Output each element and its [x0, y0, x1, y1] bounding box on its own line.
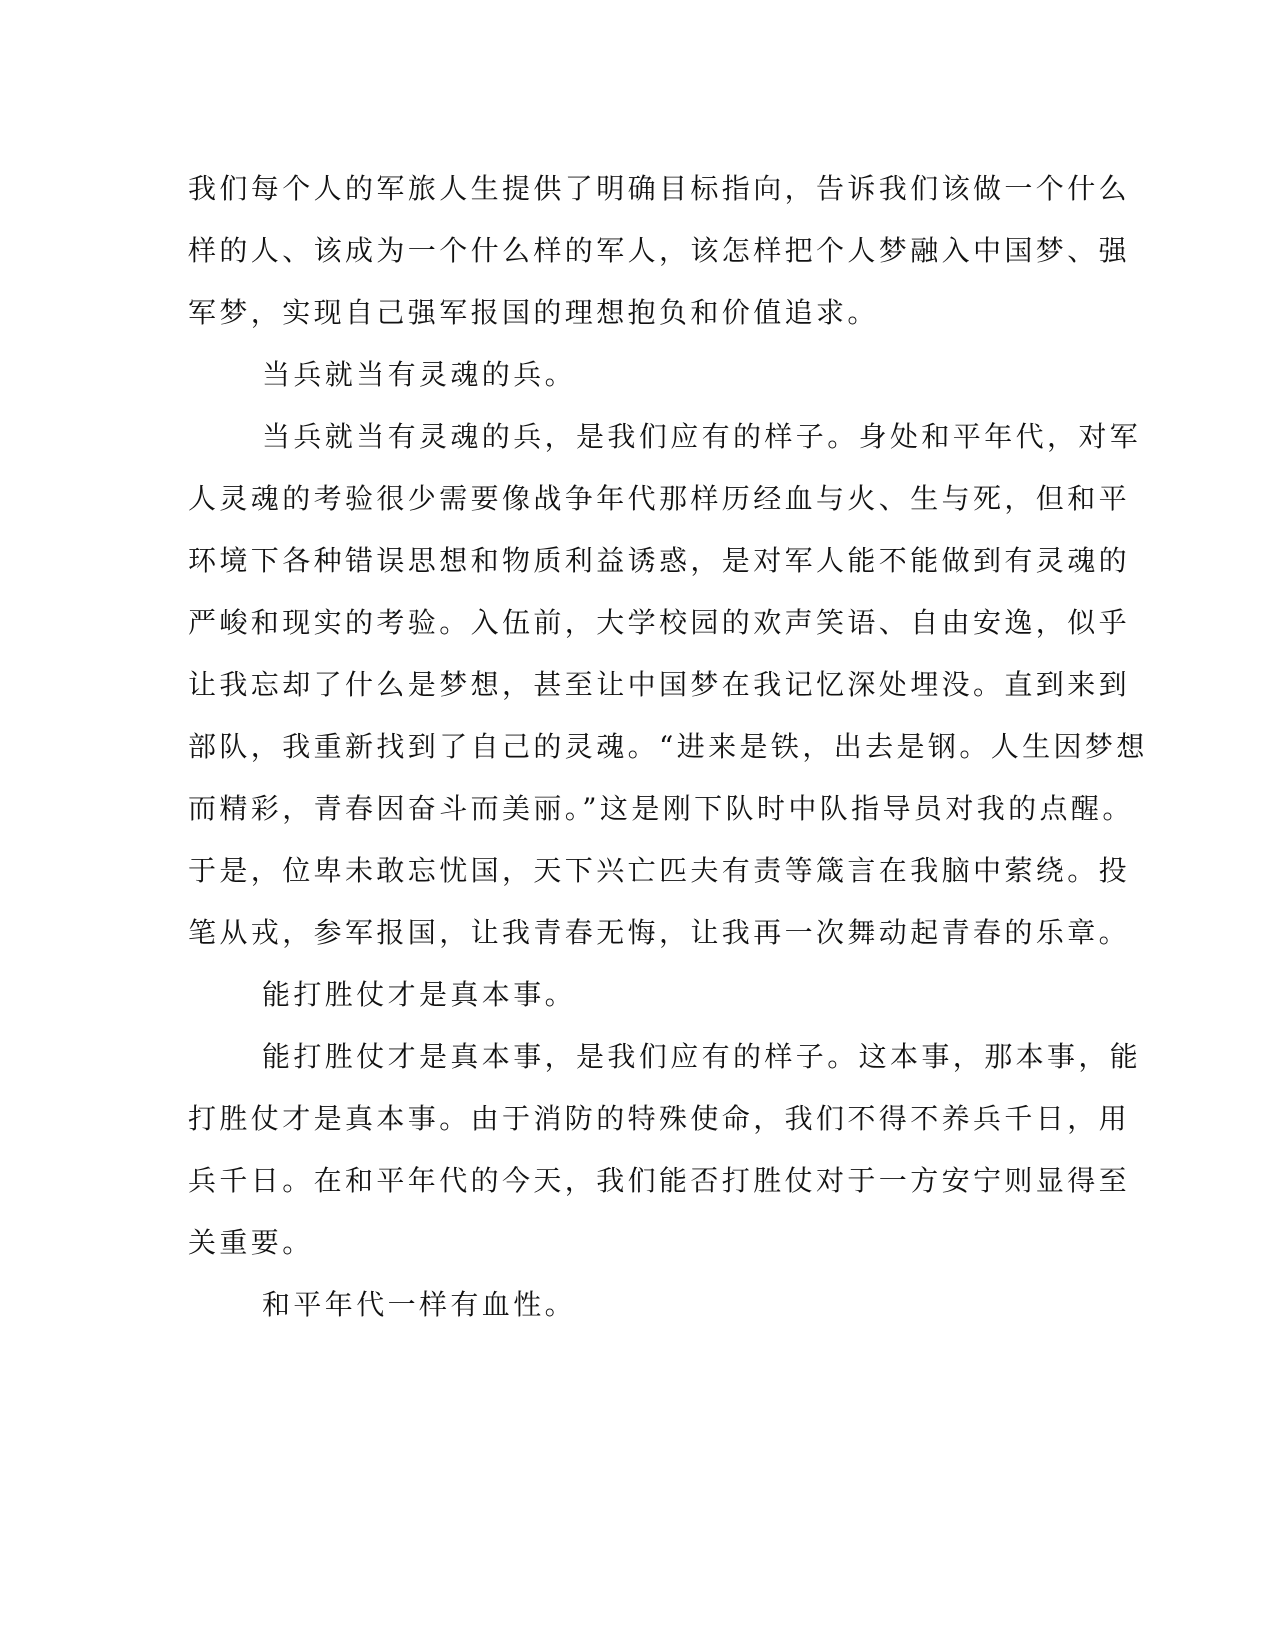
text-line: 我们每个人的军旅人生提供了明确目标指向，告诉我们该做一个什么 [188, 172, 1131, 205]
body-text [188, 158, 1148, 1336]
text-line: 于是，位卑未敢忘忧国，天下兴亡匹夫有责等箴言在我脑中萦绕。投 [188, 854, 1131, 887]
text-line: 人灵魂的考验很少需要像战争年代那样历经血与火、生与死，但和平 [188, 482, 1131, 515]
text-line: 当兵就当有灵魂的兵，是我们应有的样子。身处和平年代，对军 [262, 420, 1142, 453]
text-line: 关重要。 [188, 1226, 314, 1259]
text-line: 笔从戎，参军报国，让我青春无悔，让我再一次舞动起青春的乐章。 [188, 916, 1131, 949]
text-line: 严峻和现实的考验。入伍前，大学校园的欢声笑语、自由安逸，似乎 [188, 606, 1131, 639]
text-line: 能打胜仗才是真本事，是我们应有的样子。这本事，那本事，能 [262, 1040, 1142, 1073]
section-heading: 和平年代一样有血性。 [262, 1288, 577, 1321]
section-heading: 能打胜仗才是真本事。 [262, 978, 577, 1011]
text-line: 部队，我重新找到了自己的灵魂。“进来是铁，出去是钢。人生因梦想 [188, 730, 1148, 763]
text-line: 打胜仗才是真本事。由于消防的特殊使命，我们不得不养兵千日，用 [188, 1102, 1131, 1135]
text-line: 兵千日。在和平年代的今天，我们能否打胜仗对于一方安宁则显得至 [188, 1164, 1131, 1197]
text-line: 样的人、该成为一个什么样的军人，该怎样把个人梦融入中国梦、强 [188, 234, 1131, 267]
text-line: 而精彩，青春因奋斗而美丽。”这是刚下队时中队指导员对我的点醒。 [188, 792, 1134, 825]
text-line: 让我忘却了什么是梦想，甚至让中国梦在我记忆深处埋没。直到来到 [188, 668, 1131, 701]
text-line: 军梦，实现自己强军报国的理想抱负和价值追求。 [188, 296, 879, 329]
text-line: 环境下各种错误思想和物质利益诱惑，是对军人能不能做到有灵魂的 [188, 544, 1131, 577]
section-heading: 当兵就当有灵魂的兵。 [262, 358, 577, 391]
